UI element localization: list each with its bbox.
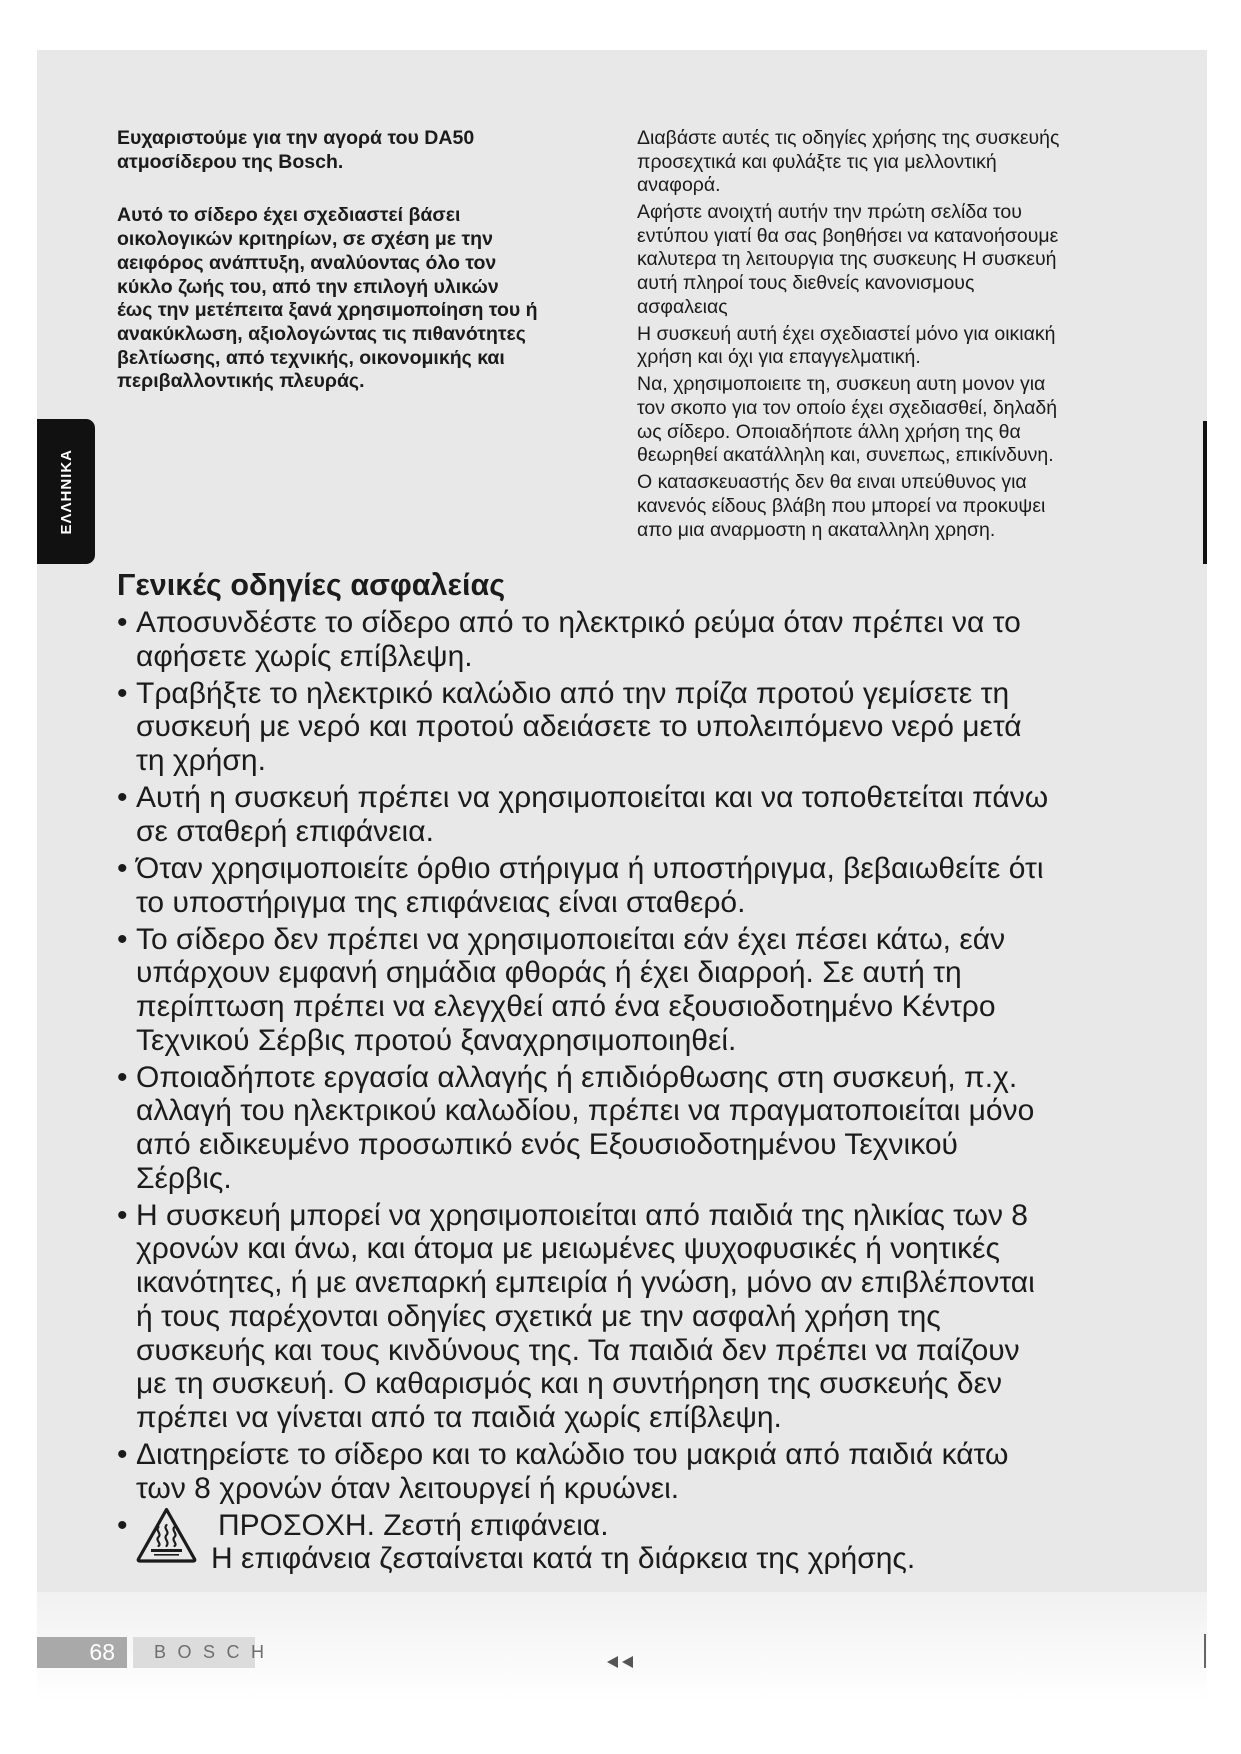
bullet-symbol: • [117, 676, 128, 710]
brand-label: BOSCH [133, 1637, 255, 1668]
bullet-line: Οποιαδήποτε εργασία αλλαγής ή επιδιόρθωσης στη συσκευή, π.χ. [136, 1060, 1018, 1094]
bullet-line: Τραβήξτε το ηλεκτρικό καλώδιο από την πρίζα προτού γεμίσετε τη [136, 676, 1010, 710]
bullet-symbol: • [117, 606, 128, 639]
intro-right-paragraph [637, 471, 1059, 542]
bullet-line: των 8 χρονών όταν λειτουργεί ή κρυώνει. [136, 1471, 680, 1505]
bullet-line: ή τους παρέχονται οδηγίες σχετικά με την ασφαλή χρήση της [136, 1299, 941, 1333]
bullet-line: Όταν χρησιμοποιείτε όρθιο στήριγμα ή υποστήριγμα, βεβαιωθείτε ότι [136, 851, 1044, 885]
bullet-line: Αυτή η συσκευή πρέπει να χρησιμοποιείται και να τοποθετείται πάνω [136, 781, 1049, 815]
intro-right-line: αυτή πληροί τους διεθνείς κανονισμους [637, 272, 975, 295]
safety-bullet-item [117, 1438, 1197, 1505]
bullet-symbol: • [117, 1060, 128, 1094]
safety-bullet-item [117, 677, 1197, 778]
intro-left-line: αειφόρος ανάπτυξη, αναλύοντας όλο τον [117, 251, 497, 274]
right-edge-marker [1203, 421, 1207, 564]
bullet-line: συσκευής και τους κινδύνους της. Τα παιδιά δεν πρέπει να παίζουν [136, 1333, 1020, 1367]
bullet-line: χρονών και άνω, και άτομα με μειωμένες ψυχοφυσικές ή νοητικές [136, 1232, 1000, 1266]
bullet-line: Αποσυνδέστε το σίδερο από το ηλεκτρικό ρεύμα όταν πρέπει να το [136, 606, 1021, 639]
bullet-line: πρέπει να γίνεται από τα παιδιά χωρίς επίβλεψη. [136, 1400, 782, 1434]
safety-bullet-item [117, 781, 1197, 848]
bullet-line: Τεχνικού Σέρβις προτού ξαναχρησιμοποιηθεί. [136, 1023, 737, 1057]
intro-left-line: κύκλο ζωής του, από την επιλογή υλικών [117, 275, 499, 298]
safety-bullet-item [117, 606, 1197, 673]
bullet-line: αλλαγή του ηλεκτρικού καλωδίου, πρέπει να πραγματοποιείται μόνο [136, 1094, 1035, 1128]
safety-heading: Γενικές οδηγίες ασφαλείας [117, 568, 506, 602]
safety-bullet-item [117, 1061, 1197, 1196]
bullet-line: με τη συσκευή. Ο καθαρισμός και η συντήρηση της συσκευής δεν [136, 1367, 1002, 1401]
intro-right-line: ως σίδερο. Οποιαδήποτε άλλη χρήση της θα [637, 420, 1021, 443]
footer-right-rule [1204, 1634, 1206, 1668]
intro-left-line: ατμοσίδερου της Bosch. [117, 150, 344, 173]
intro-right-line: εντύπου γιατί θα σας βοηθήσει να κατανοήσουμε [637, 224, 1059, 247]
intro-left-line: βελτίωσης, από τεχνικής, οικονομικής και [117, 346, 505, 369]
bullet-symbol: • [117, 922, 128, 956]
intro-right-line: Ο κατασκευαστής δεν θα ειναι υπεύθυνος για [637, 471, 1027, 494]
bullet-line: Σέρβις. [136, 1161, 232, 1195]
intro-right-line: Αφήστε ανοιχτή αυτήν την πρώτη σελίδα του [637, 201, 1022, 224]
intro-right-column [637, 127, 1059, 542]
bullet-symbol: • [117, 781, 128, 815]
bullet-line: το υποστήριγμα της επιφάνειας είναι σταθερό. [136, 885, 746, 919]
intro-left-paragraph [117, 127, 538, 174]
bullet-line: υπάρχουν εμφανή σημάδια φθοράς ή έχει διαρροή. Σε αυτή τη [136, 956, 962, 990]
bullet-line: Διατηρείστε το σίδερο και το καλώδιο του μακριά από παιδιά κάτω [136, 1437, 1009, 1471]
hot-surface-warning-item [117, 1509, 1197, 1576]
double-left-arrow-icon [604, 1655, 636, 1669]
bullet-line: τη χρήση. [136, 744, 266, 778]
intro-left-line: ανακύκλωση, αξιολογώντας τις πιθανότητες [117, 322, 526, 345]
warning-text: Η επιφάνεια ζεσταίνεται κατά τη διάρκεια της χρήσης. [211, 1542, 916, 1576]
safety-bullet-item [117, 1199, 1197, 1435]
bullet-line: Το σίδερο δεν πρέπει να χρησιμοποιείται εάν έχει πέσει κάτω, εάν [136, 922, 1006, 956]
language-tab-label: ΕΛΛΗΝΙΚΑ [57, 448, 75, 535]
intro-left-paragraph [117, 204, 538, 394]
bullet-line: αφήσετε χωρίς επίβλεψη. [136, 639, 473, 673]
bullet-symbol: • [117, 851, 128, 885]
intro-left-line: Ευχαριστούμε για την αγορά του DA50 [117, 127, 475, 149]
intro-right-line: θεωρηθεί ακατάλληλη και, συνεπως, επικίνδυνη. [637, 444, 1054, 467]
intro-right-line: χρήση και όχι για επαγγελματική. [637, 346, 921, 369]
intro-left-line: περιβαλλοντικής πλευράς. [117, 370, 365, 393]
intro-right-line: τον σκοπο για τον οποίο έχει σχεδιασθεί, δηλαδή [637, 397, 1058, 420]
bullet-symbol: • [117, 1198, 128, 1232]
intro-right-paragraph [637, 201, 1059, 319]
bullet-line: σε σταθερή επιφάνεια. [136, 814, 434, 848]
page-number: 68 [37, 1637, 127, 1668]
intro-right-line: αναφορά. [637, 174, 721, 197]
bullet-line: από ειδικευμένο προσωπικό ενός Εξουσιοδοτημένου Τεχνικού [136, 1128, 958, 1162]
bullet-line: Η συσκευή μπορεί να χρησιμοποιείται από παιδιά της ηλικίας των 8 [136, 1198, 1028, 1232]
intro-left-column [117, 127, 538, 394]
intro-right-line: Διαβάστε αυτές τις οδηγίες χρήσης της συσκευής [637, 127, 1060, 149]
intro-left-line: έως την μετέπειτα ξανά χρησιμοποίηση του ή [117, 299, 538, 322]
language-tab [37, 419, 95, 564]
hot-surface-warning-icon [135, 1506, 198, 1564]
intro-right-paragraph [637, 127, 1059, 198]
intro-right-line: καλυτερα τη λειτουργια της συσκευης Η συσκευή [637, 248, 1057, 271]
intro-right-line: απο μια αναρμοστη η ακαταλληλη χρηση. [637, 518, 996, 541]
intro-right-line: ασφαλειας [637, 295, 728, 318]
safety-bullet-item [117, 852, 1197, 919]
intro-right-paragraph [637, 323, 1059, 370]
warning-title: ΠΡΟΣΟΧΗ. Ζεστή επιφάνεια. [218, 1508, 609, 1542]
safety-bullet-item [117, 923, 1197, 1058]
intro-right-line: Να, χρησιμοποιειτε τη, συσκευη αυτη μονον για [637, 373, 1046, 396]
bullet-line: ικανότητες, ή με ανεπαρκή εμπειρία ή γνώση, μόνο αν επιβλέπονται [136, 1266, 1035, 1300]
intro-right-paragraph [637, 373, 1059, 467]
intro-right-line: Η συσκευή αυτή έχει σχεδιαστεί μόνο για οικιακή [637, 322, 1056, 345]
bullet-symbol: • [117, 1437, 128, 1471]
bullet-symbol: • [117, 1508, 128, 1542]
safety-bullet-list [117, 606, 1197, 1576]
intro-right-line: κανενός είδους βλάβη που μπορεί να προκυψει [637, 494, 1046, 517]
bullet-line: περίπτωση πρέπει να ελεγχθεί από ένα εξουσιοδοτημένο Κέντρο [136, 989, 996, 1023]
intro-right-line: προσεχτικά και φυλάξτε τις για μελλοντική [637, 150, 997, 173]
bullet-line: συσκευή με νερό και προτού αδειάσετε το υπολειπόμενο νερό μετά [136, 710, 1022, 744]
intro-left-line: οικολογικών κριτηρίων, σε σχέση με την [117, 228, 493, 251]
intro-left-line: Αυτό το σίδερο έχει σχεδιαστεί βάσει [117, 204, 461, 227]
